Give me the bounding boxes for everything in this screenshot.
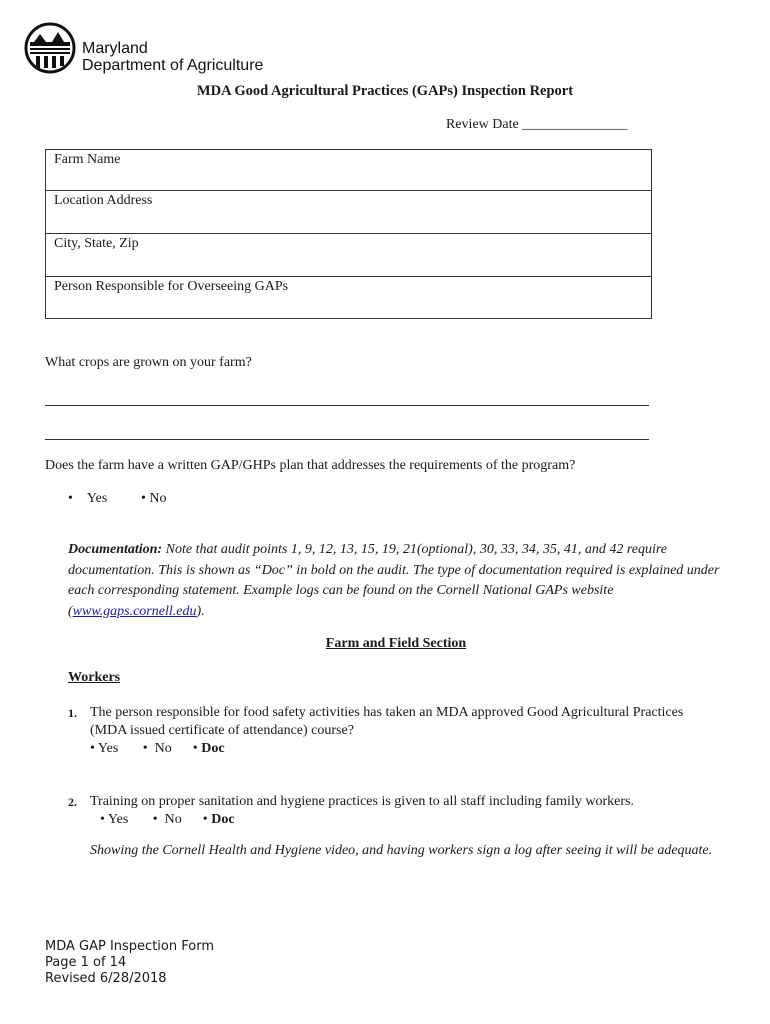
plan-no-option[interactable] [141, 491, 167, 507]
organization-name [82, 40, 263, 74]
item-2-yes-label: Yes [107, 812, 129, 827]
crops-question: What crops are grown on your farm? [45, 355, 252, 370]
documentation-text-end: ). [196, 603, 205, 619]
documentation-text: Note that audit points 1, 9, 12, 13, 15, 19, 21(optional), 30, 33, 34, 35, 41, and 42 require documentation. This is shown as “Doc” in bold on the audit. The type of documentation required is explained under each corresponding statement. Example logs can be found on the Cornell National GAPs website ( [68, 542, 720, 619]
plan-yes-option[interactable] [68, 491, 107, 507]
bullet-icon: • [100, 812, 105, 827]
plan-yes-label: Yes [86, 491, 108, 506]
item-2-doc-label: Doc [211, 812, 235, 827]
farm-name-label: Farm Name [54, 152, 121, 167]
item-2-text: Training on proper sanitation and hygiene practices is given to all staff including family workers. [90, 794, 634, 809]
mda-logo [24, 22, 76, 74]
documentation-label: Documentation: [68, 542, 163, 557]
bullet-icon: • [68, 491, 73, 506]
item-2-note: Showing the Cornell Health and Hygiene video, and having workers sign a log after seeing it will be adequate. [90, 843, 713, 858]
bullet-icon: • [90, 741, 95, 756]
item-1-doc-option[interactable] [193, 741, 225, 756]
page-footer [45, 939, 214, 987]
item-1-number: 1. [68, 706, 77, 720]
city-state-zip-row[interactable] [46, 234, 651, 277]
item-2-doc-option[interactable] [203, 812, 235, 827]
footer-revised-date: Revised 6/28/2018 [45, 971, 167, 986]
item-1-no-label: No [154, 741, 172, 756]
item-2-yes-option[interactable] [100, 812, 128, 827]
item-2-number: 2. [68, 795, 77, 809]
item-2-options [100, 811, 235, 829]
footer-page-number: Page 1 of 14 [45, 955, 127, 970]
documentation-note [68, 540, 728, 622]
item-1-no-option[interactable] [143, 741, 172, 756]
plan-no-label: No [149, 491, 167, 506]
cornell-gaps-link[interactable]: www.gaps.cornell.edu [72, 603, 197, 619]
bullet-icon: • [152, 812, 158, 827]
bullet-icon: • [142, 741, 148, 756]
item-1-text: The person responsible for food safety activities has taken an MDA approved Good Agricultural Practices (MDA issued certificate of attendance) course? [90, 705, 684, 738]
bullet-icon: • [141, 491, 146, 506]
plan-question: Does the farm have a written GAP/GHPs plan that addresses the requirements of the program? [45, 458, 576, 473]
review-date-field[interactable]: Review Date _______________ [446, 117, 628, 132]
item-2-no-option[interactable] [153, 812, 182, 827]
seal-icon [24, 22, 76, 74]
item-2-no-label: No [164, 812, 182, 827]
item-1-yes-label: Yes [97, 741, 119, 756]
org-line-2: Department of Agriculture [82, 57, 264, 74]
footer-form-name: MDA GAP Inspection Form [45, 939, 214, 954]
person-responsible-label: Person Responsible for Overseeing GAPs [54, 279, 289, 294]
org-line-1: Maryland [82, 40, 148, 57]
report-title: MDA Good Agricultural Practices (GAPs) Inspection Report [196, 83, 574, 99]
bullet-icon: • [202, 812, 208, 827]
crops-answer-line-1[interactable] [45, 405, 649, 406]
farm-name-row[interactable] [46, 150, 651, 191]
section-title: Farm and Field Section [325, 636, 467, 651]
farm-info-table [45, 149, 652, 319]
city-state-zip-label: City, State, Zip [54, 236, 139, 251]
crops-answer-line-2[interactable] [45, 439, 649, 440]
item-1-options [90, 740, 225, 758]
item-1-doc-label: Doc [201, 741, 225, 756]
location-address-label: Location Address [54, 193, 153, 208]
person-responsible-row[interactable] [46, 277, 651, 319]
item-1-yes-option[interactable] [90, 741, 118, 756]
bullet-icon: • [192, 741, 198, 756]
location-address-row[interactable] [46, 191, 651, 234]
section-subtitle: Workers [68, 670, 121, 685]
